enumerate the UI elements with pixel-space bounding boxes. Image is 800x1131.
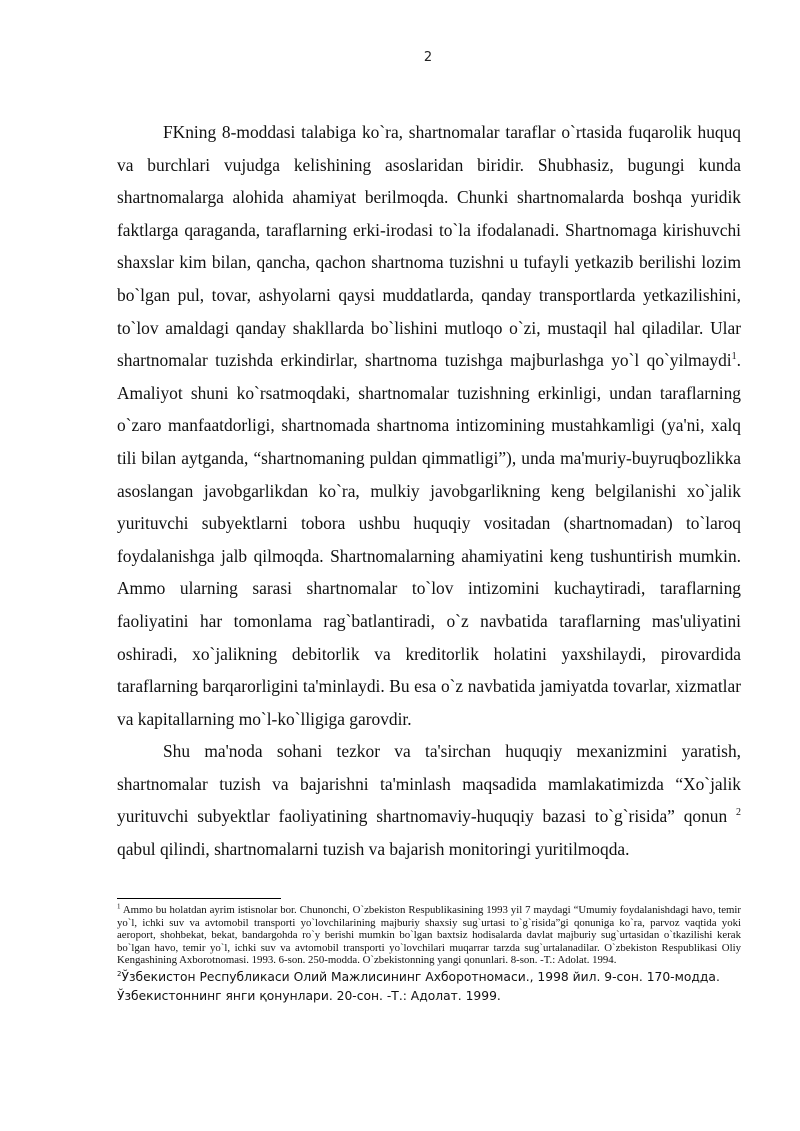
footnote-reference-1[interactable]: 1 xyxy=(731,351,737,363)
paragraph-2-text-b: qabul qilindi, shartnomalarni tuzish va bajarish monitoringi yuritilmoqda. xyxy=(117,839,630,860)
footnote-1-mark: 1 xyxy=(117,902,121,911)
page-number: 2 xyxy=(423,50,433,65)
paragraph-1-text-b: . Amaliyot shuni ko`rsatmoqdaki, shartnomalar tuzishning erkinligi, undan taraflarning o`zaro manfaatdorligi, shartnomada shartnoma intizomining mustahkamligi (ya'ni, xalq tili bilan aytganda, “shartnomaning puldan qimmatligi”), unda ma'muriy-buyruqbozlikka asoslangan javobgarlikdan ko`ra, mulkiy javobgarlikning keng belgilanishi xo`jalik yurituvchi subyektlarni tobora ushbu huquqiy vositadan (shartnomadan) to`laroq foydalanishga jalb qilmoqda. Shartnomalarning ahamiyatini keng tushuntirish mumkin. Ammo ularning sarasi shartnomalar to`lov intizomini kuchaytiradi, taraflarning faoliyatini har tomonlama rag`batlantiradi, o`z navbatida taraflarning mas'uliyatini oshiradi, xo`jalikning debitorlik va kreditorlik holatini yaxshilaydi, pirovardida taraflarning barqarorligini ta'minlaydi. Bu esa o`z navbatida jamiyatda tovarlar, xizmatlar va kapitallarning mo`l-ko`lligiga garovdir. xyxy=(117,350,741,729)
footnote-1 xyxy=(117,904,741,967)
footnote-2-text: Ўзбекистон Республикаси Олий Мажлисининг Ахборотномаси., 1998 йил. 9-сон. 170-модда. Ўзбекистоннинг янги қонунлари. 20-сон. -Т.: Адолат. 1999. xyxy=(117,969,720,1003)
paragraph-1 xyxy=(117,116,741,735)
paragraph-2 xyxy=(117,735,741,865)
footnote-reference-2[interactable]: 2 xyxy=(736,807,741,819)
paragraph-1-text-a: FKning 8-moddasi talabiga ko`ra, shartnomalar taraflar o`rtasida fuqarolik huquq va burchlari vujudga kelishining asoslaridan biridir. Shubhasiz, bugungi kunda shartnomalarga alohida ahamiyat berilmoqda. Chunki shartnomalarda boshqa yuridik faktlarga qaraganda, taraflarning erki-irodasi to`la ifodalanadi. Shartnomaga kirishuvchi shaxslar kim bilan, qancha, qachon shartnoma tuzishni u tufayli yetkazib berilishi lozim bo`lgan pul, tovar, ashyolarni qaysi muddatlarda, qanday transportlarda yetkazilishini, to`lov amaldagi qanday shakllarda bo`lishini mutloqo o`zi, mustaqil hal qiladilar. Ular shartnomalar tuzishda erkindirlar, shartnoma tuzishga majburlashga yo`l qo`yilmaydi xyxy=(117,122,741,371)
footnote-2 xyxy=(117,968,741,1006)
footnote-1-text: Ammo bu holatdan ayrim istisnolar bor. Chunonchi, O`zbekiston Respublikasining 1993 yil 7 maydagi “Umumiy foydalanishdagi havo, temir yo`l, ichki suv va avtomobil transporti yo`lovchilarining majburiy shaxsiy sug`urtasi to`g`risida”gi qonuniga ko`ra, parvoz vaqtida yoki aeroport, shohbekat, bekat, bandargohda ro`y berishi mumkin bo`lgan baxtsiz hodisalarda davlat majburiy sug`urtasidan o`tkazilishi kerak bo`lgan havo, temir yo`l, ichki suv va avtomobil transporti yo`lovchilari muqarrar tarzda sug`urtalanadilar. O`zbekiston Respublikasi Oliy Kengashining Axborotnomasi. 1993. 6-son. 250-modda. O`zbekistonning yangi qonunlari. 8-son. -T.: Adolat. 1994. xyxy=(117,904,741,967)
footnotes xyxy=(117,904,741,1006)
main-text xyxy=(117,116,741,866)
paragraph-2-text-a: Shu ma'noda sohani tezkor va ta'sirchan huquqiy mexanizmini yaratish, shartnomalar tuzish va bajarishni ta'minlash maqsadida mamlakatimizda “Xo`jalik yurituvchi subyektlar faoliyatining shartnomaviy-huquqiy bazasi to`g`risida” qonun xyxy=(117,741,741,827)
footnote-2-mark: 2 xyxy=(117,969,122,978)
footnote-separator xyxy=(117,898,281,899)
